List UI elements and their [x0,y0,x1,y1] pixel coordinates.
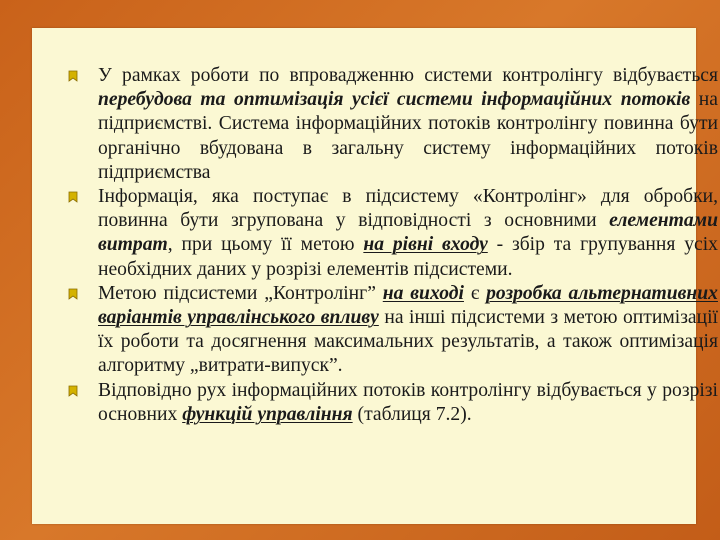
emphasized-term: елементами витрат [98,210,718,256]
text-segment: У рамках роботи по впровадженню системи контролінгу відбувається [98,65,718,86]
bookmark-bullet-icon [68,288,78,300]
bookmark-bullet-icon [68,191,78,203]
emphasized-term: функцій управління [182,403,353,425]
text-segment: є [463,282,487,304]
text-segment: на інші підсистеми з метою оптимізації їх роботи та досягнення максимальних результатів, а також оптимізація алгоритму „витрати-випуск”. [98,307,718,377]
bullet-item [68,282,718,379]
emphasized-term: розробка альтернативних варіантів управлінського впливу [98,282,718,329]
text-segment: Інформація, яка поступає в підсистему «Контролінг» для обробки, повинна бути згрупована у відповідності з основними [98,186,718,232]
emphasized-term: перебудова та оптимізація усієї системи інформаційних потоків [98,89,691,111]
emphasized-term: на рівні входу [363,234,488,256]
bullet-item [68,64,718,185]
bullet-list [68,64,718,427]
text-segment: , при цьому її метою [167,234,364,256]
text-segment: (таблиця 7.2). [352,403,472,425]
bullet-item [68,379,718,427]
text-segment: на підприємстві. Система інформаційних потоків контролінгу повинна бути органічно вбудована в загальну систему інформаційних потоків підприємства [98,89,718,183]
text-segment: Відповідно рух інформаційних потоків контролінгу відбувається у розрізі основних [98,379,718,425]
text-segment: - збір та групування усіх необхідних даних у розрізі елементів підсистеми. [98,234,718,280]
bullet-item [68,185,718,282]
text-segment: Метою підсистеми „Контролінг” [98,282,383,304]
emphasized-term: на виході [382,282,464,304]
bookmark-bullet-icon [68,385,78,397]
bookmark-bullet-icon [68,70,78,82]
slide-panel [32,28,718,524]
